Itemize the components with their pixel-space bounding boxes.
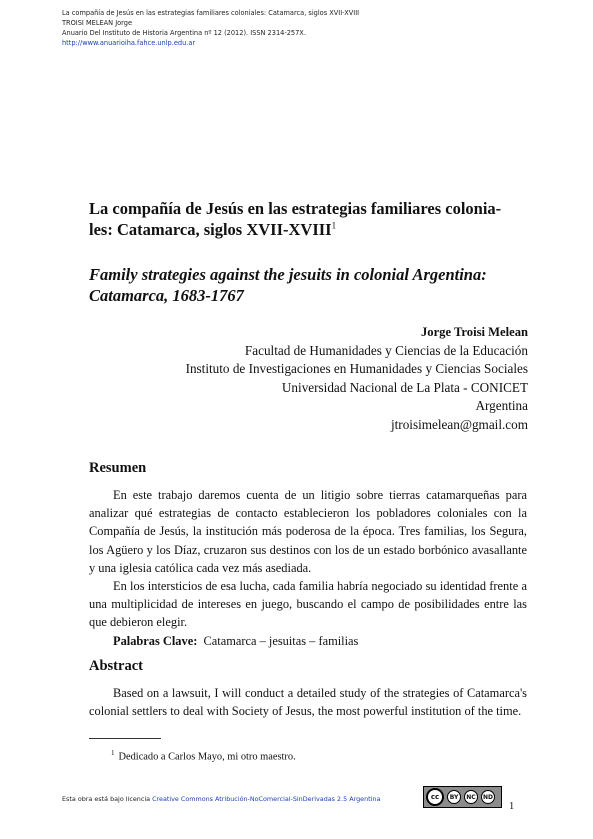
affiliation-faculty: Facultad de Humanidades y Ciencias de la Educación	[244, 342, 528, 358]
abstract-body	[89, 684, 527, 720]
affiliation-institute: Instituto de Investigaciones en Humanidades y Ciencias Sociales	[185, 361, 528, 376]
abstract-paragraph-1: Based on a lawsuit, I will conduct a detailed study of the strategies of Catamarca's colonial settlers to deal with Society of Jesus, the most powerful institution of the time.	[89, 686, 527, 719]
noderivatives-icon: ND	[481, 790, 495, 804]
header-journal: Anuario Del Instituto de Historia Argentina nº 12 (2012). ISSN 2314-257X.	[62, 29, 306, 37]
title-line-1: La compañía de Jesús en las estrategias familiares colonia-	[89, 199, 502, 218]
footnote-divider	[89, 738, 161, 739]
english-title-line-2: Catamarca, 1683-1767	[89, 286, 244, 305]
title-footnote-mark[interactable]: 1	[331, 220, 337, 231]
affiliation-university: Universidad Nacional de La Plata - CONICET	[281, 379, 528, 395]
keywords-value: Catamarca – jesuitas – familias	[203, 633, 359, 648]
license-link[interactable]: Creative Commons Atribución-NoComercial-SinDerivadas 2.5 Argentina	[152, 795, 381, 803]
abstract-heading: Abstract	[89, 658, 143, 674]
resumen-body	[89, 486, 527, 650]
english-title-line-1: Family strategies against the jesuits in colonial Argentina:	[89, 265, 487, 284]
license-prefix: Esta obra está bajo licencia	[62, 795, 153, 803]
footnote	[111, 749, 296, 762]
footnote-text: Dedicado a Carlos Mayo, mi otro maestro.	[118, 751, 296, 763]
author-email[interactable]: jtroisimelean@gmail.com	[390, 416, 528, 432]
header-author: TROISI MELEAN Jorge	[62, 19, 133, 27]
page-number: 1	[509, 801, 515, 812]
author-name: Jorge Troisi Melean	[420, 325, 528, 339]
author-block	[186, 323, 528, 434]
license-notice	[62, 795, 380, 803]
header-url-link[interactable]: http://www.anuarioiha.fahce.unlp.edu.ar	[62, 39, 196, 47]
header-article-title: La compañía de Jesús en las estrategias familiares coloniales: Catamarca, siglos XVII-XVIII	[62, 9, 360, 17]
noncommercial-icon: NC	[464, 790, 478, 804]
cc-license-badge[interactable]	[423, 786, 502, 808]
english-title	[89, 264, 529, 306]
cc-icon: cc	[426, 788, 444, 806]
affiliation-country: Argentina	[475, 398, 528, 413]
title-line-2: les: Catamarca, siglos XVII-XVIII	[89, 220, 332, 239]
running-header	[62, 8, 359, 48]
keywords-label: Palabras Clave:	[113, 633, 198, 648]
footnote-mark: 1	[111, 749, 115, 757]
keywords-line	[89, 632, 527, 650]
article-title	[89, 198, 529, 240]
resumen-paragraph-1: En este trabajo daremos cuenta de un litigio sobre tierras catamarqueñas para analizar qué estrategias de contacto establecieron los pobladores coloniales con la Compañía de Jesús, la institución más poderosa de la época. Tres familias, los Segura, los Agüero y los Díaz, cruzaron sus destinos con los de un estado borbónico avasallante y una iglesia católica cada vez más asediada.	[89, 488, 527, 575]
resumen-heading: Resumen	[89, 460, 147, 476]
attribution-icon: BY	[447, 790, 461, 804]
resumen-paragraph-2: En los intersticios de esa lucha, cada familia habría negociado su identidad frente a una multiplicidad de intereses en juego, buscando el campo de posibilidades entre las que debieron elegir.	[89, 579, 527, 630]
